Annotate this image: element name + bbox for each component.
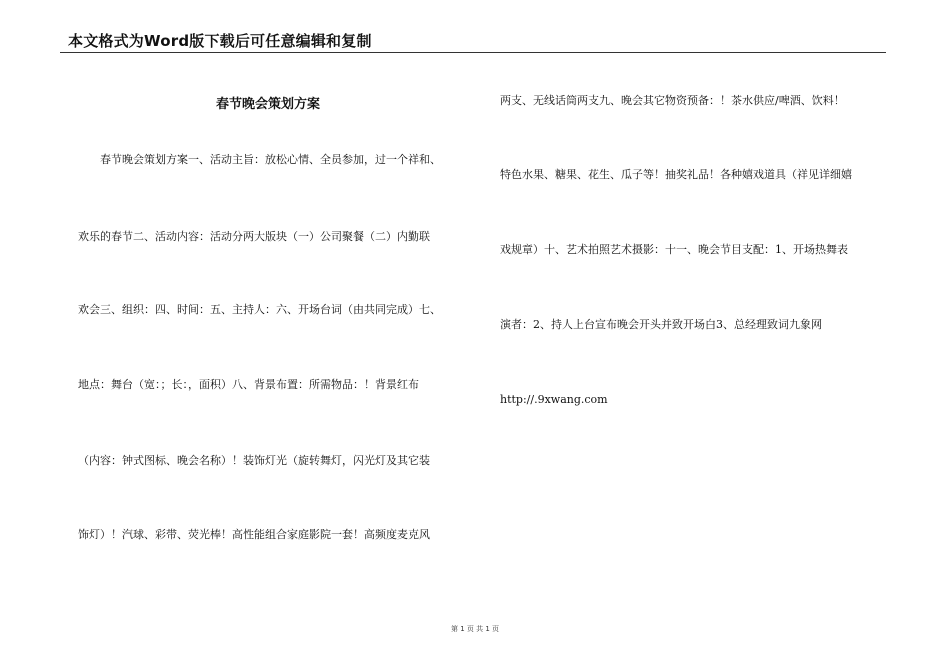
text-line: 演者：2、持人上台宣布晚会开头并致开场白3、总经理致词九象网 [500,318,822,331]
document-title: 春节晚会策划方案 [215,97,320,112]
text-line: 欢会三、组织：四、时间：五、主持人：六、开场台词（由共同完成）七、 [78,303,441,316]
header-divider [60,52,886,53]
text-line: 戏规章）十、艺术拍照艺术摄影：十一、晚会节目支配：1、开场热舞表 [500,243,848,256]
document-header-banner: 本文格式为Word版下载后可任意编辑和复制 [68,32,372,50]
text-line: 欢乐的春节二、活动内容：活动分两大版块（一）公司聚餐（二）内勤联 [78,230,430,243]
text-line: 饰灯）！汽球、彩带、荧光棒！高性能组合家庭影院一套！高频度麦克风 [78,528,430,541]
source-url: http://.9xwang.com [500,393,608,406]
text-line: 两支、无线话筒两支九、晚会其它物资预备：！茶水供应/啤酒、饮料！ [500,94,845,107]
text-line: 特色水果、糖果、花生、瓜子等！抽奖礼品！各种嬉戏道具（祥见详细嬉 [500,168,852,181]
page-number-footer: 第 1 页 共 1 页 [450,625,500,633]
text-line: 地点：舞台（宽：；长：，面积）八、背景布置：所需物品：！背景红布 [78,378,419,391]
text-line: （内容：钟式图标、晚会名称）！装饰灯光（旋转舞灯，闪光灯及其它装 [78,454,430,467]
text-line: 春节晚会策划方案一、活动主旨：放松心情、全员参加，过一个祥和、 [100,153,441,166]
